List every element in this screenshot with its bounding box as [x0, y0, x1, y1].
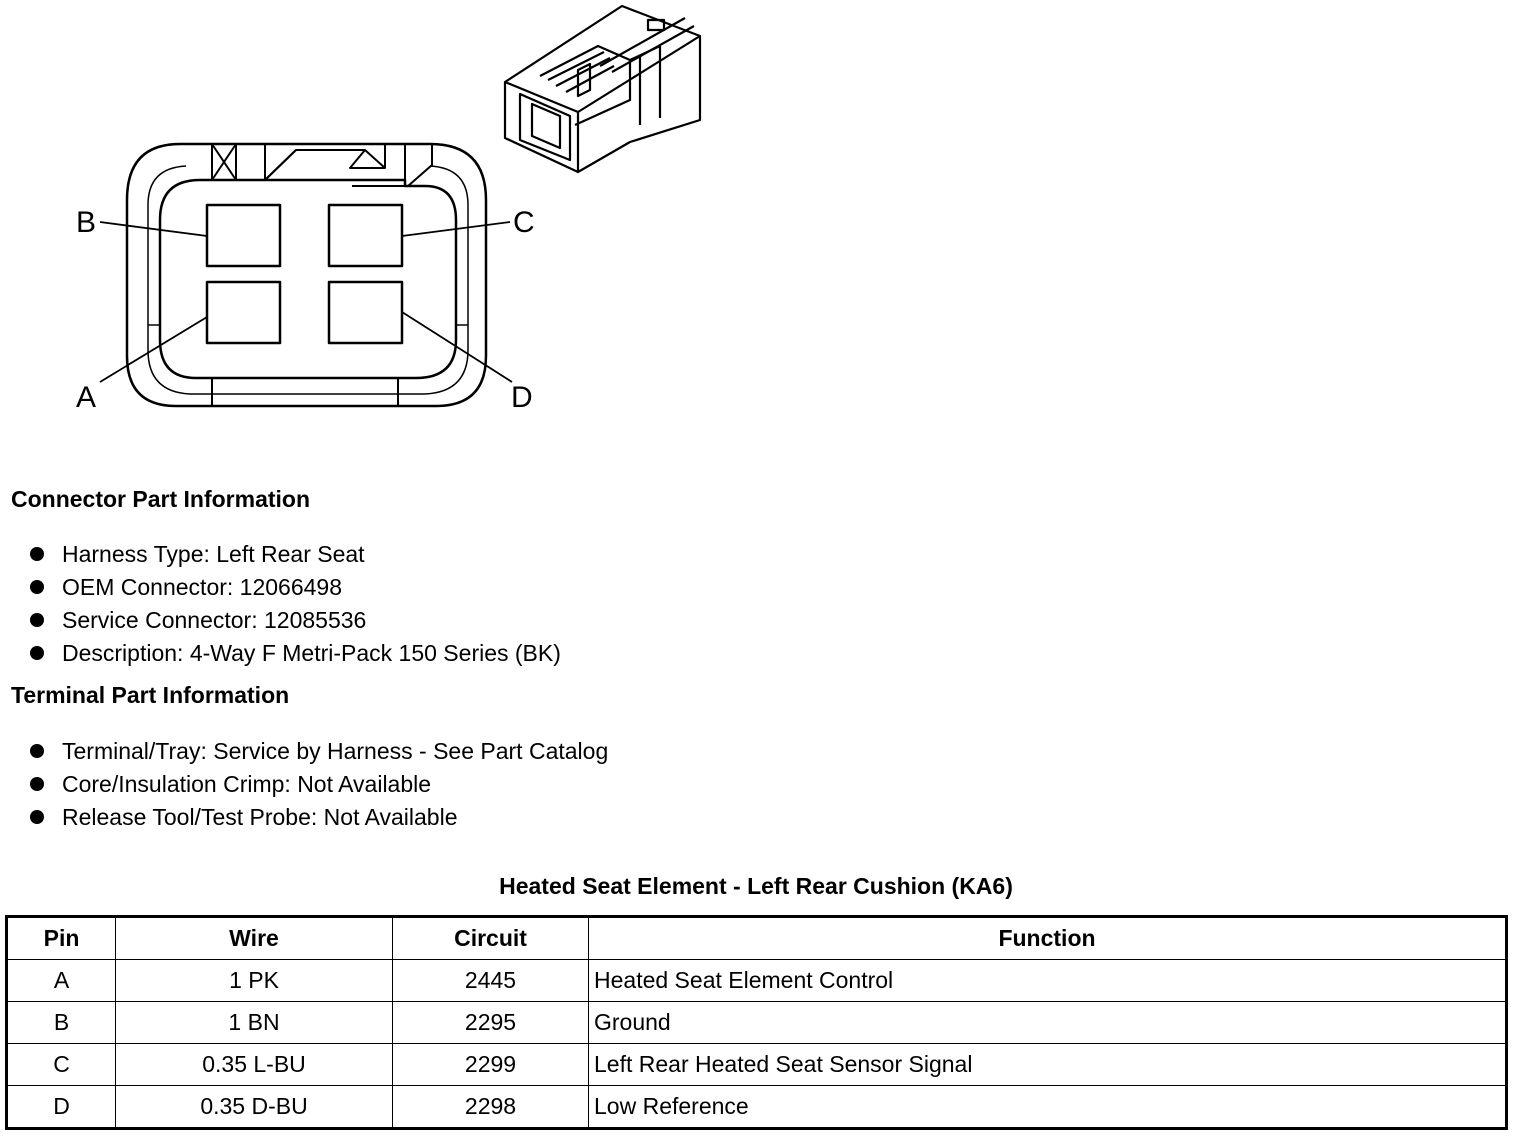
- list-item-text: Core/Insulation Crimp: Not Available: [62, 771, 432, 797]
- header-wire: Wire: [116, 917, 393, 960]
- connector-inner-wall: [160, 180, 456, 378]
- leader-a: [100, 317, 207, 382]
- bullet-icon: [30, 547, 44, 561]
- cell-wire: 0.35 L-BU: [116, 1044, 393, 1086]
- cell-circuit: 2295: [393, 1002, 589, 1044]
- connector-info-heading: Connector Part Information: [11, 486, 311, 512]
- table-row: [7, 1044, 1507, 1086]
- connector-info-list: [30, 540, 561, 672]
- list-item-text: Service Connector: 12085536: [62, 607, 367, 633]
- cell-pin: A: [7, 960, 116, 1002]
- pin-table: [5, 915, 1508, 1130]
- list-item: [30, 573, 561, 606]
- bullet-icon: [30, 744, 44, 758]
- list-item: [30, 639, 561, 672]
- pin-label-b: B: [76, 206, 97, 239]
- cell-circuit: 2299: [393, 1044, 589, 1086]
- cell-function: Left Rear Heated Seat Sensor Signal: [589, 1044, 1507, 1086]
- list-item: [30, 540, 561, 573]
- list-item-text: Description: 4-Way F Metri-Pack 150 Series (BK): [62, 640, 561, 666]
- list-item-text: Terminal/Tray: Service by Harness - See Part Catalog: [62, 738, 609, 764]
- header-circuit: Circuit: [393, 917, 589, 960]
- bullet-icon: [30, 646, 44, 660]
- list-item: [30, 803, 608, 836]
- table-row: [7, 1002, 1507, 1044]
- cell-function: Low Reference: [589, 1086, 1507, 1129]
- cavity-a: [207, 282, 280, 343]
- leader-b: [100, 222, 207, 236]
- connector-diagram: [0, 0, 760, 440]
- cell-circuit: 2298: [393, 1086, 589, 1129]
- list-item-text: Release Tool/Test Probe: Not Available: [62, 804, 458, 830]
- bullet-icon: [30, 777, 44, 791]
- list-item-text: Harness Type: Left Rear Seat: [62, 541, 365, 567]
- terminal-info-heading: Terminal Part Information: [11, 682, 290, 708]
- list-item: [30, 770, 608, 803]
- list-item-text: OEM Connector: 12066498: [62, 574, 343, 600]
- connector-isometric-view: [505, 6, 700, 172]
- pin-label-c: C: [513, 206, 535, 239]
- bullet-icon: [30, 810, 44, 824]
- header-function: Function: [589, 917, 1507, 960]
- cell-function: Ground: [589, 1002, 1507, 1044]
- list-item: [30, 606, 561, 639]
- pin-label-d: D: [511, 381, 533, 414]
- cavity-c: [329, 205, 402, 266]
- cell-circuit: 2445: [393, 960, 589, 1002]
- cell-pin: D: [7, 1086, 116, 1129]
- connector-key-features: [212, 144, 236, 180]
- cell-pin: B: [7, 1002, 116, 1044]
- list-item: [30, 737, 608, 770]
- cell-function: Heated Seat Element Control: [589, 960, 1507, 1002]
- header-pin: Pin: [7, 917, 116, 960]
- cavity-b: [207, 205, 280, 266]
- cell-wire: 1 PK: [116, 960, 393, 1002]
- cell-pin: C: [7, 1044, 116, 1086]
- pin-table-title: Heated Seat Element - Left Rear Cushion (KA6): [499, 873, 1013, 899]
- table-row: [7, 1086, 1507, 1129]
- bullet-icon: [30, 613, 44, 627]
- cell-wire: 1 BN: [116, 1002, 393, 1044]
- cavity-d: [329, 282, 402, 343]
- cell-wire: 0.35 D-BU: [116, 1086, 393, 1129]
- bullet-icon: [30, 580, 44, 594]
- pin-label-a: A: [76, 381, 97, 414]
- terminal-info-list: [30, 737, 608, 836]
- table-row: [7, 960, 1507, 1002]
- table-header-row: [7, 917, 1507, 960]
